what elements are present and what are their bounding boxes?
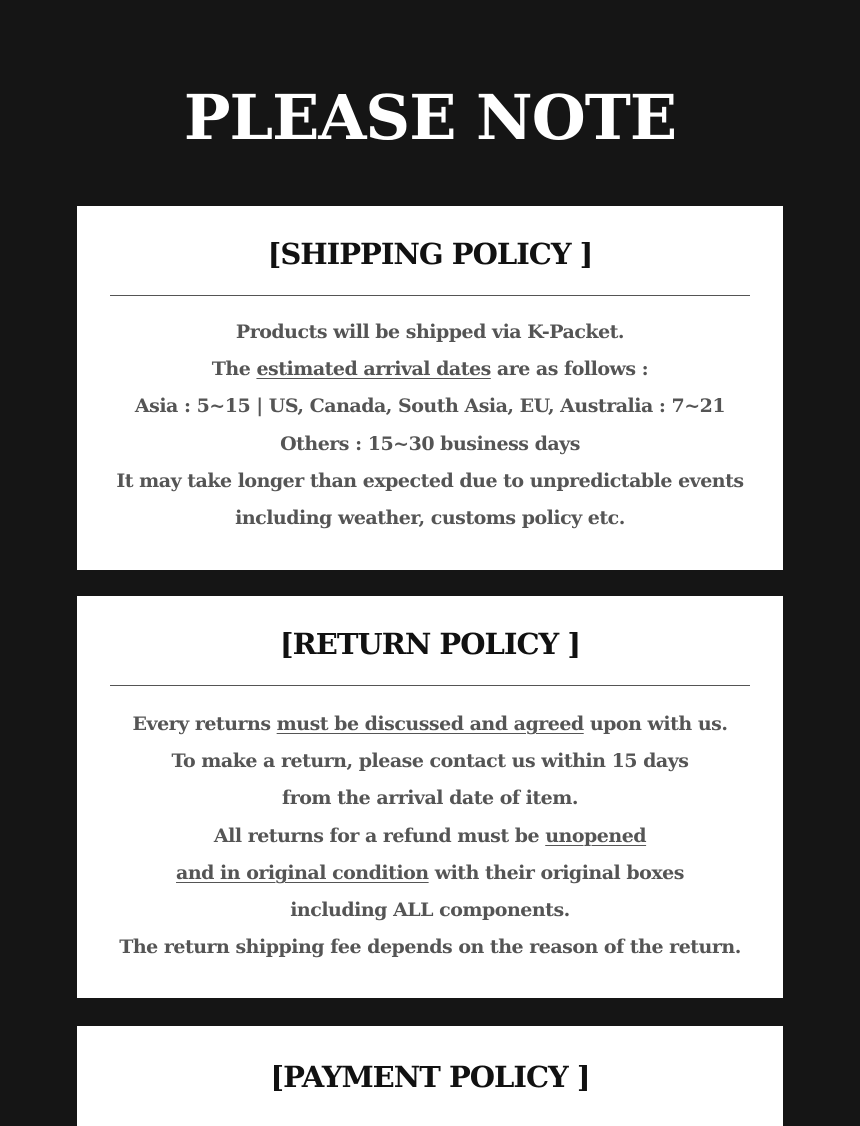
underlined-phrase: unopened (545, 824, 647, 847)
shipping-policy-heading: [SHIPPING POLICY ] (267, 237, 593, 271)
policy-line (77, 743, 783, 780)
text-run: The (211, 358, 257, 381)
policy-line (77, 855, 783, 892)
return-policy-heading: [RETURN POLICY ] (279, 627, 581, 661)
text-run: Others : 15~30 business days (280, 432, 580, 455)
shipping-policy-card (77, 206, 783, 570)
text-run: To make a return, please contact us within 15 days (171, 750, 689, 773)
policy-line (77, 780, 783, 817)
return-policy-text (77, 706, 783, 966)
policy-line (77, 463, 783, 500)
underlined-phrase: must be discussed and agreed (276, 713, 584, 735)
text-run: It may take longer than expected due to unpredictable events (116, 469, 744, 492)
text-run: Asia : 5~15 | US, Canada, South Asia, EU, Australia : 7~21 (134, 395, 726, 418)
policy-line (77, 314, 783, 351)
text-run: Products will be shipped via K-Packet. (235, 321, 625, 343)
text-run: including weather, customs policy etc. (235, 507, 625, 530)
text-run: upon with us. (583, 713, 728, 735)
text-run: All returns for a refund must be (213, 824, 546, 847)
shipping-policy-text (77, 314, 783, 537)
underlined-phrase: estimated arrival dates (256, 358, 491, 381)
policy-line (77, 929, 783, 966)
text-run: including ALL components. (290, 899, 570, 922)
page-title: PLEASE NOTE (183, 81, 677, 154)
policy-line (77, 388, 783, 425)
payment-policy-card (77, 1026, 783, 1126)
text-run: with their original boxes (428, 861, 684, 884)
policy-line (77, 818, 783, 855)
policy-line (77, 426, 783, 463)
policy-line (77, 892, 783, 929)
policy-line (77, 351, 783, 388)
underlined-phrase: and in original condition (176, 861, 429, 884)
text-run: are as follows : (490, 358, 649, 381)
policy-line (77, 500, 783, 537)
text-run: from the arrival date of item. (282, 787, 578, 810)
text-run: The return shipping fee depends on the reason of the return. (119, 936, 741, 959)
return-policy-card (77, 596, 783, 998)
policy-line (77, 706, 783, 743)
payment-policy-heading: [PAYMENT POLICY ] (270, 1060, 590, 1094)
text-run: Every returns (132, 713, 277, 735)
shipping-policy-divider (110, 295, 750, 296)
return-policy-divider (110, 685, 750, 686)
